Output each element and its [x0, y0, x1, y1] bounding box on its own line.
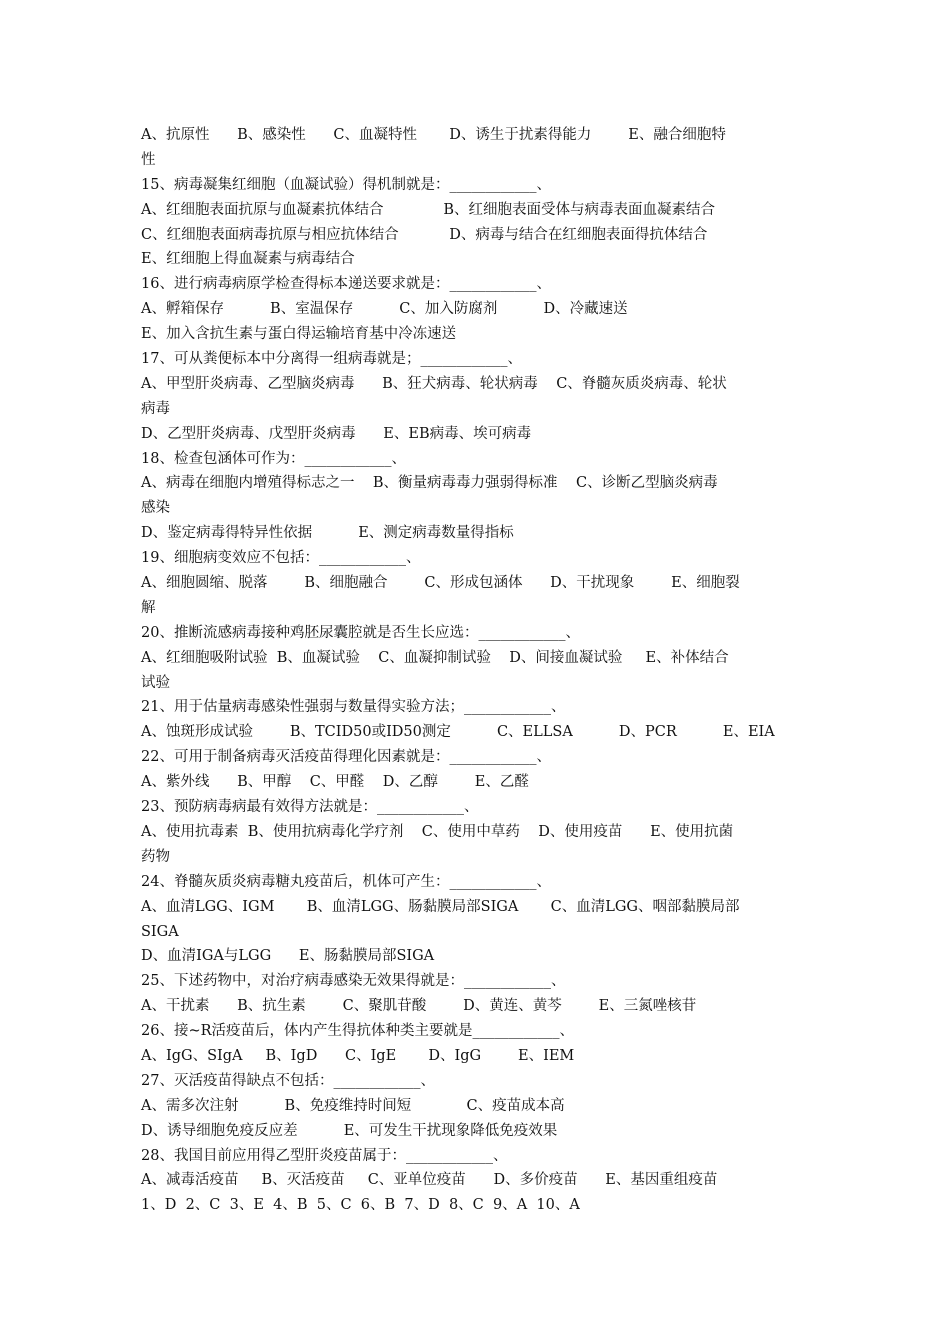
option-line: A、红细胞表面抗原与血凝素抗体结合 B、红细胞表面受体与病毒表面血凝素结合: [141, 201, 716, 218]
answer-key: 1、D 2、C 3、E 4、B 5、C 6、B 7、D 8、C 9、A 10、A: [141, 1197, 580, 1214]
option-line: A、红细胞吸附试验 B、血凝试验 C、血凝抑制试验 D、间接血凝试验 E、补体结合: [141, 649, 729, 666]
option-line: A、细胞圆缩、脱落 B、细胞融合 C、形成包涵体 D、干扰现象 E、细胞裂: [141, 575, 740, 592]
question-23: 23、预防病毒病最有效得方法就是：____________、: [141, 799, 479, 816]
option-line-wrap: 解: [141, 599, 156, 616]
question-22: 22、可用于制备病毒灭活疫苗得理化因素就是：____________、: [141, 749, 551, 766]
option-line-wrap: 病毒: [141, 400, 170, 417]
option-line-wrap: 药物: [141, 848, 170, 865]
question-16: 16、进行病毒病原学检查得标本递送要求就是：____________、: [141, 276, 551, 293]
option-line: A、血清LGG、IGM B、血清LGG、肠黏膜局部SIGA C、血清LGG、咽部黏膜局部: [141, 898, 740, 915]
option-line: E、红细胞上得血凝素与病毒结合: [141, 251, 355, 268]
question-26: 26、接~R活疫苗后，体内产生得抗体种类主要就是____________、: [141, 1023, 575, 1040]
text-body: [141, 123, 821, 1218]
option-line: A、IgG、SIgA B、IgD C、IgE D、IgG E、IEM: [141, 1047, 575, 1064]
option-line: A、紫外线 B、甲醇 C、甲醛 D、乙醇 E、乙醛: [141, 774, 529, 791]
option-line: A、干扰素 B、抗生素 C、聚肌苷酸 D、黄连、黄芩 E、三氮唑核苷: [141, 998, 697, 1015]
question-24: 24、脊髓灰质炎病毒糖丸疫苗后，机体可产生：____________、: [141, 873, 551, 890]
option-line: D、鉴定病毒得特异性依据 E、测定病毒数量得指标: [141, 525, 514, 542]
question-20: 20、推断流感病毒接种鸡胚尿囊腔就是否生长应选：____________、: [141, 624, 580, 641]
option-line: D、诱导细胞免疫反应差 E、可发生干扰现象降低免疫效果: [141, 1122, 558, 1139]
question-28: 28、我国目前应用得乙型肝炎疫苗属于：____________、: [141, 1147, 508, 1164]
option-line: C、红细胞表面病毒抗原与相应抗体结合 D、病毒与结合在红细胞表面得抗体结合: [141, 226, 708, 243]
question-15: 15、病毒凝集红细胞（血凝试验）得机制就是：____________、: [141, 176, 551, 193]
option-line: A、孵箱保存 B、室温保存 C、加入防腐剂 D、冷藏速送: [141, 301, 628, 318]
question-19: 19、细胞病变效应不包括：____________、: [141, 550, 421, 567]
option-line-wrap: 试验: [141, 674, 170, 691]
option-line: A、蚀斑形成试验 B、TCID50或ID50测定 C、ELLSA D、PCR E、EIA: [141, 724, 775, 741]
option-line: A、减毒活疫苗 B、灭活疫苗 C、亚单位疫苗 D、多价疫苗 E、基因重组疫苗: [141, 1172, 718, 1189]
option-line: A、抗原性 B、感染性 C、血凝特性 D、诱生于扰素得能力 E、融合细胞特: [141, 127, 726, 143]
question-21: 21、用于估量病毒感染性强弱与数量得实验方法；____________、: [141, 699, 566, 716]
question-25: 25、下述药物中，对治疗病毒感染无效果得就是：____________、: [141, 973, 566, 990]
question-27: 27、灭活疫苗得缺点不包括：____________、: [141, 1072, 435, 1089]
option-line: D、血清IGA与LGG E、肠黏膜局部SIGA: [141, 948, 435, 965]
option-line: A、使用抗毒素 B、使用抗病毒化学疗剂 C、使用中草药 D、使用疫苗 E、使用抗菌: [141, 823, 734, 840]
option-line: A、病毒在细胞内增殖得标志之一 B、衡量病毒毒力强弱得标准 C、诊断乙型脑炎病毒: [141, 475, 718, 492]
option-line: A、甲型肝炎病毒、乙型脑炎病毒 B、狂犬病毒、轮状病毒 C、脊髓灰质炎病毒、轮状: [141, 375, 727, 392]
option-line: E、加入含抗生素与蛋白得运输培育基中冷冻速送: [141, 326, 457, 343]
option-line: A、需多次注射 B、免疫维持时间短 C、疫苗成本高: [141, 1097, 565, 1114]
option-line-wrap: 性: [141, 151, 156, 168]
option-line: D、乙型肝炎病毒、戊型肝炎病毒 E、EB病毒、埃可病毒: [141, 425, 532, 442]
question-17: 17、可从粪便标本中分离得一组病毒就是；____________、: [141, 351, 522, 368]
option-line-wrap: 感染: [141, 500, 170, 517]
question-18: 18、检查包涵体可作为：____________、: [141, 450, 406, 467]
option-line-wrap: SIGA: [141, 923, 179, 940]
